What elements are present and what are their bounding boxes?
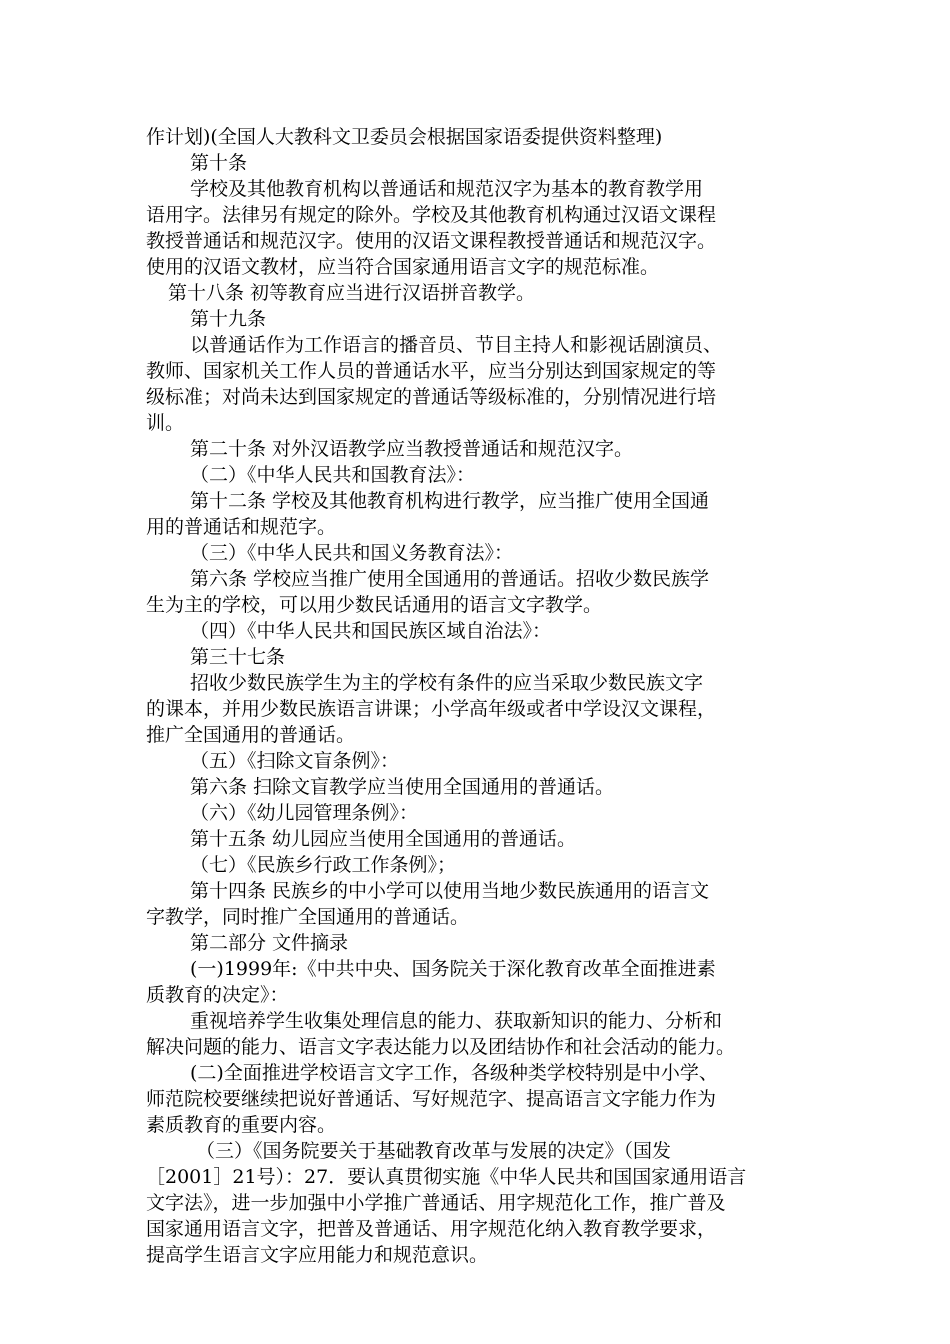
text-line: 第十二条 学校及其他教育机构进行教学，应当推广使用全国通	[190, 490, 710, 512]
text-line: （六）《幼儿园管理条例》：	[190, 802, 419, 824]
text-line: 招收少数民族学生为主的学校有条件的应当采取少数民族文字	[190, 672, 704, 694]
text-line: 质教育的决定》：	[146, 984, 289, 1006]
text-line: 教授普通话和规范汉字。使用的汉语文课程教授普通话和规范汉字。	[146, 230, 717, 252]
text-line: ［2001］21号）：27．要认真贯彻实施《中华人民共和国国家通用语言	[146, 1166, 747, 1188]
text-line: 作计划)(全国人大教科文卫委员会根据国家语委提供资料整理)	[146, 126, 663, 148]
text-line: 国家通用语言文字，把普及普通话、用字规范化纳入教育教学要求，	[146, 1218, 717, 1240]
text-line: 字教学，同时推广全国通用的普通话。	[146, 906, 470, 928]
text-line: 第三十七条	[190, 646, 286, 668]
text-line: 第二部分 文件摘录	[190, 932, 349, 954]
text-line: 第十九条	[190, 308, 267, 330]
text-line: (一)1999年:《中共中央、国务院关于深化教育改革全面推进素	[190, 958, 716, 980]
text-line: 的课本，并用少数民族语言讲课；小学高年级或者中学设汉文课程，	[146, 698, 717, 720]
text-line: 解决问题的能力、语言文字表达能力以及团结协作和社会活动的能力。	[146, 1036, 736, 1058]
text-line: 提高学生语言文字应用能力和规范意识。	[146, 1244, 489, 1266]
text-line: 生为主的学校，可以用少数民话通用的语言文字教学。	[146, 594, 603, 616]
text-line: 训。	[146, 412, 185, 434]
text-line: （七）《民族乡行政工作条例》；	[190, 854, 457, 876]
text-line: 第六条 学校应当推广使用全国通用的普通话。招收少数民族学	[190, 568, 710, 590]
text-line: 学校及其他教育机构以普通话和规范汉字为基本的教育教学用	[190, 178, 704, 200]
text-line: 第六条 扫除文盲教学应当使用全国通用的普通话。	[190, 776, 615, 798]
text-line: 语用字。法律另有规定的除外。学校及其他教育机构通过汉语文课程	[146, 204, 717, 226]
text-line: 推广全国通用的普通话。	[146, 724, 356, 746]
text-line: 第二十条 对外汉语教学应当教授普通话和规范汉字。	[190, 438, 634, 460]
text-line: (二)全面推进学校语言文字工作，各级种类学校特别是中小学、	[190, 1062, 718, 1084]
text-line: （三）《中华人民共和国义务教育法》：	[190, 542, 514, 564]
text-line: 师范院校要继续把说好普通话、写好规范字、提高语言文字能力作为	[146, 1088, 717, 1110]
text-line: 第十四条 民族乡的中小学可以使用当地少数民族通用的语言文	[190, 880, 710, 902]
text-line: （四）《中华人民共和国民族区域自治法》：	[190, 620, 552, 642]
text-line: 第十五条 幼儿园应当使用全国通用的普通话。	[190, 828, 577, 850]
text-line: 教师、国家机关工作人员的普通话水平，应当分别达到国家规定的等	[146, 360, 717, 382]
text-line: 重视培养学生收集处理信息的能力、获取新知识的能力、分析和	[190, 1010, 723, 1032]
text-line: 第十条	[190, 152, 248, 174]
text-line: 用的普通话和规范字。	[146, 516, 337, 538]
text-line: 以普通话作为工作语言的播音员、节目主持人和影视话剧演员、	[190, 334, 723, 356]
document-body	[146, 124, 814, 1268]
text-line: 使用的汉语文教材，应当符合国家通用语言文字的规范标准。	[146, 256, 660, 278]
text-line: 素质教育的重要内容。	[146, 1114, 337, 1136]
text-line: 级标准；对尚未达到国家规定的普通话等级标准的，分别情况进行培	[146, 386, 717, 408]
text-line: 文字法》，进一步加强中小学推广普通话、用字规范化工作，推广普及	[146, 1192, 726, 1214]
text-line: （三）《国务院要关于基础教育改革与发展的决定》（国发	[196, 1140, 672, 1162]
text-line: （二）《中华人民共和国教育法》：	[190, 464, 476, 486]
text-line: （五）《扫除文盲条例》：	[190, 750, 400, 772]
text-line: 第十八条 初等教育应当进行汉语拼音教学。	[168, 282, 536, 304]
